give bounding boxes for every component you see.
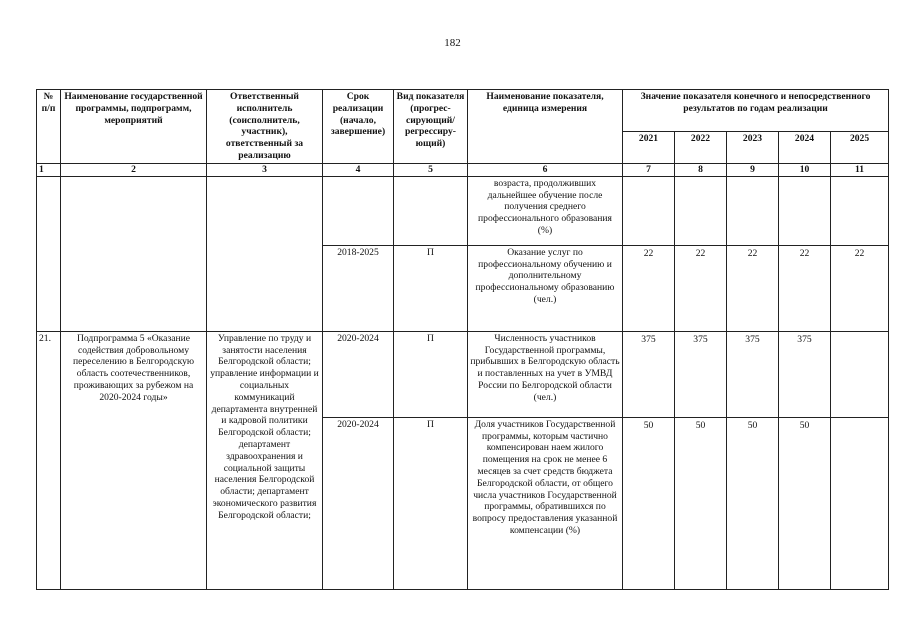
row-value: [831, 176, 889, 245]
row-indicator-name: Доля участников Государственной программы, которым частично компенсирован наем жилого помещения на срок не менее 6 месяцев за счет средств бюджета Белгородской области, от общего числа участников Государственной программы, обратившихся по вопросу предоставления указанной компенсации (%): [468, 417, 623, 589]
column-index: 8: [675, 163, 727, 176]
header-year: 2023: [727, 132, 779, 163]
column-index: 10: [779, 163, 831, 176]
row-value: [831, 417, 889, 589]
row-indicator-kind: П: [394, 245, 468, 331]
header-year: 2025: [831, 132, 889, 163]
row-value: 50: [675, 417, 727, 589]
column-index: 4: [323, 163, 394, 176]
row-indicator-name: Оказание услуг по профессиональному обучению и дополнительному профессиональному образованию (чел.): [468, 245, 623, 331]
row-value: 50: [779, 417, 831, 589]
row-value: [675, 176, 727, 245]
header-number: № п/п: [37, 90, 61, 164]
column-index: 9: [727, 163, 779, 176]
column-index-row: [37, 163, 889, 176]
row-value: [831, 331, 889, 417]
row-indicator-name: возраста, продолживших дальнейшее обучение после получения среднего профессионального образования (%): [468, 176, 623, 245]
row-value: 50: [727, 417, 779, 589]
column-index: 6: [468, 163, 623, 176]
header-year: 2021: [623, 132, 675, 163]
header-year: 2024: [779, 132, 831, 163]
indicator-table: [36, 89, 889, 590]
header-row: [37, 90, 889, 132]
row-value: 50: [623, 417, 675, 589]
row-program-name: [61, 176, 207, 331]
header-executor: Ответственный исполнитель (соисполнитель, участник), ответственный за реализацию: [207, 90, 323, 164]
row-value: 375: [779, 331, 831, 417]
row-value: 22: [623, 245, 675, 331]
row-value: 22: [675, 245, 727, 331]
header-values-group: Значение показателя конечного и непосредственного результатов по годам реализации: [623, 90, 889, 132]
row-executor: [207, 176, 323, 331]
row-value: 375: [623, 331, 675, 417]
row-value: 22: [831, 245, 889, 331]
column-index: 1: [37, 163, 61, 176]
page-number: 182: [444, 37, 461, 49]
row-indicator-name: Численность участников Государственной программы, прибывших в Белгородскую область и поставленных на учет в УМВД России по Белгородской области (чел.): [468, 331, 623, 417]
row-period: 2020-2024: [323, 331, 394, 417]
column-index: 5: [394, 163, 468, 176]
row-number: [37, 176, 61, 331]
row-indicator-kind: П: [394, 417, 468, 589]
column-index: 11: [831, 163, 889, 176]
row-value: 22: [727, 245, 779, 331]
row-indicator-kind: [394, 176, 468, 245]
row-period: [323, 176, 394, 245]
row-indicator-kind: П: [394, 331, 468, 417]
row-period: 2020-2024: [323, 417, 394, 589]
row-value: 375: [675, 331, 727, 417]
row-value: 22: [779, 245, 831, 331]
header-year: 2022: [675, 132, 727, 163]
column-index: 7: [623, 163, 675, 176]
header-period: Срок реализации (начало, завершение): [323, 90, 394, 164]
row-period: 2018-2025: [323, 245, 394, 331]
column-index: 3: [207, 163, 323, 176]
row-executor: Управление по труду и занятости населения Белгородской области; управление информации и социальных коммуникаций департамента внутренней и кадровой политики Белгородской области; департамент здравоохранения и социальной защиты населения Белгородской области; департамент экономического развития Белгородской области;: [207, 331, 323, 589]
row-value: [779, 176, 831, 245]
row-value: [623, 176, 675, 245]
header-indicator-name: Наименование показателя, единица измерения: [468, 90, 623, 164]
row-value: 375: [727, 331, 779, 417]
table-row: [37, 331, 889, 417]
column-index: 2: [61, 163, 207, 176]
table-row: [37, 176, 889, 245]
row-value: [727, 176, 779, 245]
row-number: 21.: [37, 331, 61, 589]
row-program-name: Подпрограмма 5 «Оказание содействия добровольному переселению в Белгородскую область соотечественников, проживающих за рубежом на 2020-2024 годы»: [61, 331, 207, 589]
header-program-name: Наименование государственной программы, подпрограмм, мероприятий: [61, 90, 207, 164]
header-indicator-kind: Вид показателя (прогрес-сирующий/ регрессиру-ющий): [394, 90, 468, 164]
